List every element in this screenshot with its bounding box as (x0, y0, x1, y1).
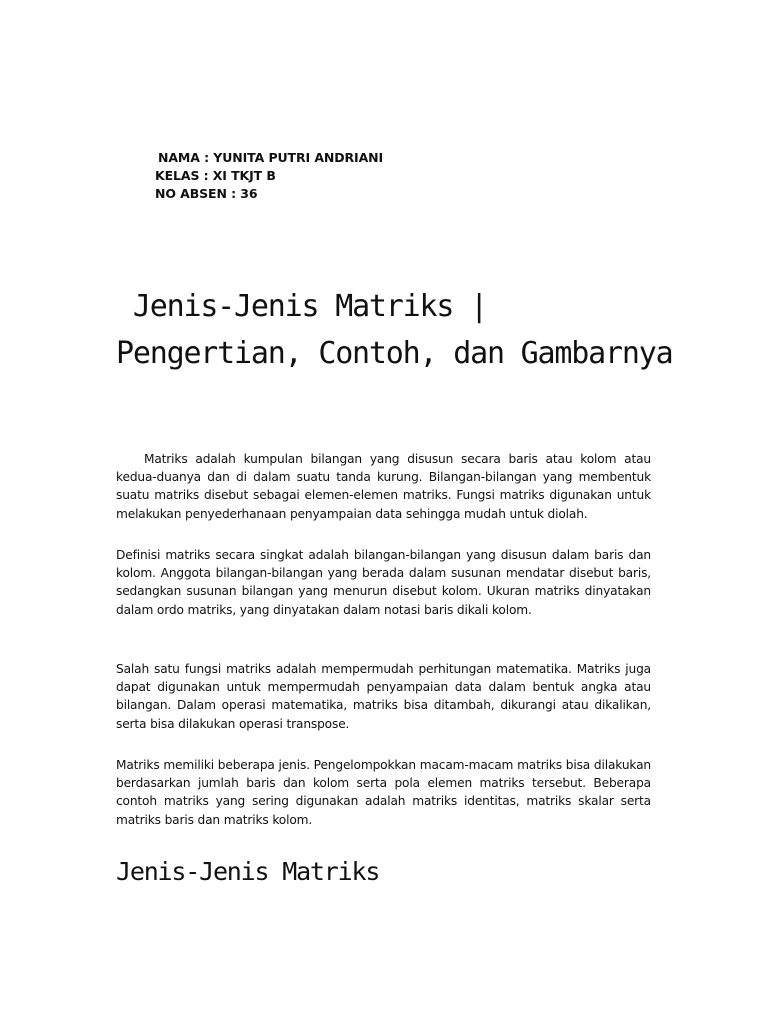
student-name: NAMA : YUNITA PUTRI ANDRIANI (158, 150, 384, 165)
section-heading: Jenis-Jenis Matriks (116, 857, 380, 886)
document-title: Jenis-Jenis Matriks | Pengertian, Contoh, dan Gambarnya (116, 289, 673, 371)
paragraph-definition: Definisi matriks secara singkat adalah bilangan-bilangan yang disusun dalam baris dan kolom. Anggota bilangan-bilangan yang berada dalam susunan mendatar disebut baris, sedangkan susunan bilangan yang menurun disebut kolom. Ukuran matriks dinyatakan dalam ordo matriks, yang dinyatakan dalam notasi baris dikali kolom. (116, 548, 651, 617)
student-identity (155, 149, 383, 203)
paragraph-function: Salah satu fungsi matriks adalah mempermudah perhitungan matematika. Matriks juga dapat digunakan untuk mempermudah penyampaian data dalam bentuk angka atau bilangan. Dalam operasi matematika, matriks bisa ditambah, dikurangi atau dikalikan, serta bisa dilakukan operasi transpose. (116, 662, 651, 731)
paragraph-text: Matriks adalah kumpulan bilangan yang disusun secara baris atau kolom atau kedua-duanya dan di dalam suatu tanda kurung. Bilangan-bilangan yang membentuk suatu matriks disebut sebagai elemen-elemen matriks. Fungsi matriks digunakan untuk melakukan penyederhanaan penyampaian data sehingga mudah untuk diolah. (116, 452, 651, 521)
student-number: NO ABSEN : 36 (155, 186, 258, 201)
student-class: KELAS : XI TKJT B (155, 168, 276, 183)
paragraph-types: Matriks memiliki beberapa jenis. Pengelompokkan macam-macam matriks bisa dilakukan berdasarkan jumlah baris dan kolom serta pola elemen matriks tersebut. Beberapa contoh matriks yang sering digunakan adalah matriks identitas, matriks skalar serta matriks baris dan matriks kolom. (116, 758, 651, 827)
paragraph-definition-intro (116, 450, 651, 523)
